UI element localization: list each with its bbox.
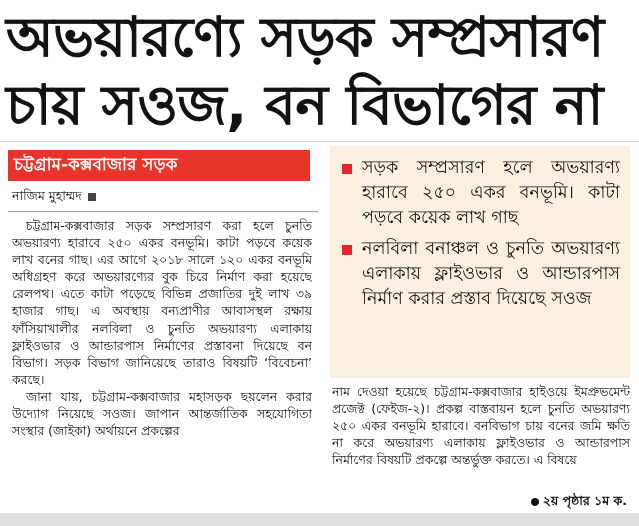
byline-square-icon <box>88 193 96 201</box>
bullet-dot-icon <box>531 498 539 506</box>
headline-line-1: অভয়ারণ্যে সড়ক সম্প্রসারণ <box>6 5 604 69</box>
highlight-box <box>330 146 630 378</box>
byline-divider <box>8 211 318 212</box>
kicker-label: চট্টগ্রাম-কক্সবাজার সড়ক <box>8 150 310 181</box>
continued-text: ২য় পৃষ্ঠার ১ম ক. <box>542 493 627 508</box>
article-body-left <box>12 217 312 517</box>
page-bottom-band <box>0 513 639 526</box>
author-name: নাজিম মুহাম্মদ <box>12 188 82 203</box>
highlight-item <box>342 237 620 312</box>
byline <box>12 188 96 208</box>
paragraph: চট্টগ্রাম-কক্সবাজার সড়ক সম্প্রসারণ করা হলে চুনতি অভয়ারণ্য হারাবে ২৫০ একর বনভূমি। কাটা পড়বে কয়েক লাখ বনের গাছ। এর আগে ২০১৮ সালে ১২০ একর বনভূমি অধিগ্রহণ করে অভয়ারণ্যের বুক চিরে নির্মাণ করা হয়েছে রেলপথ। এতে কাটা পড়েছে বিভিন্ন প্রজাতির দুই লাখ ৩৯ হাজার গাছ। এ অবস্থায় বন্যপ্রাণীর আবাসস্থল রক্ষায় ফাঁসিয়াখালীর নলবিলা ও চুনতি অভয়ারণ্য এলাকায় ফ্লাইওভার ও আন্ডারপাস নির্মাণের প্রস্তাবনা দিয়েছে বন বিভাগ। সড়ক বিভাগ জানিয়েছে তারাও বিষয়টি ‘বিবেচনা’ করছে। <box>12 218 312 387</box>
bullet-square-icon <box>342 245 352 255</box>
headline-divider <box>0 141 639 142</box>
highlight-item <box>342 156 620 231</box>
article-body-right <box>332 383 630 503</box>
paragraph: নাম দেওয়া হয়েছে চট্টগ্রাম-কক্সবাজার হাইওয়ে ইমপ্রুভমেন্ট প্রজেক্ট (ফেইজ-২)। প্রকল্প বাস্তবায়ন হলে চুনতি অভয়ারণ্য ২৫০ একর বনভূমি হারাবে। বনবিভাগ চায় বনের জমি ক্ষতি না করে অভয়ারণ্য এলাকায় ফ্লাইওভার ও আন্ডারপাস নির্মাণের বিষয়টি প্রকল্পে অন্তর্ভুক্ত করতে। এ বিষয়ে <box>332 384 630 468</box>
highlight-text: নলবিলা বনাঞ্চল ও চুনতি অভয়ারণ্য এলাকায় ফ্লাইওভার ও আন্ডারপাস নির্মাণ করার প্রস্তাব দিয়েছে সওজ <box>362 239 620 309</box>
continued-on <box>531 493 627 513</box>
paragraph: জানা যায়, চট্টগ্রাম-কক্সবাজার মহাসড়ক ছয়লেন করার উদ্যোগ নিয়েছে সওজ। জাপান আন্তর্জাতিক সহযোগিতা সংস্থার (জাইকা) অর্থায়নে প্রকল্পের <box>12 388 312 439</box>
headline-line-2: চায় সওজ, বন বিভাগের না <box>6 73 603 137</box>
highlight-text: সড়ক সম্প্রসারণ হলে অভয়ারণ্য হারাবে ২৫০ একর বনভূমি। কাটা পড়বে কয়েক লাখ গাছ <box>362 158 620 228</box>
bullet-square-icon <box>342 164 352 174</box>
